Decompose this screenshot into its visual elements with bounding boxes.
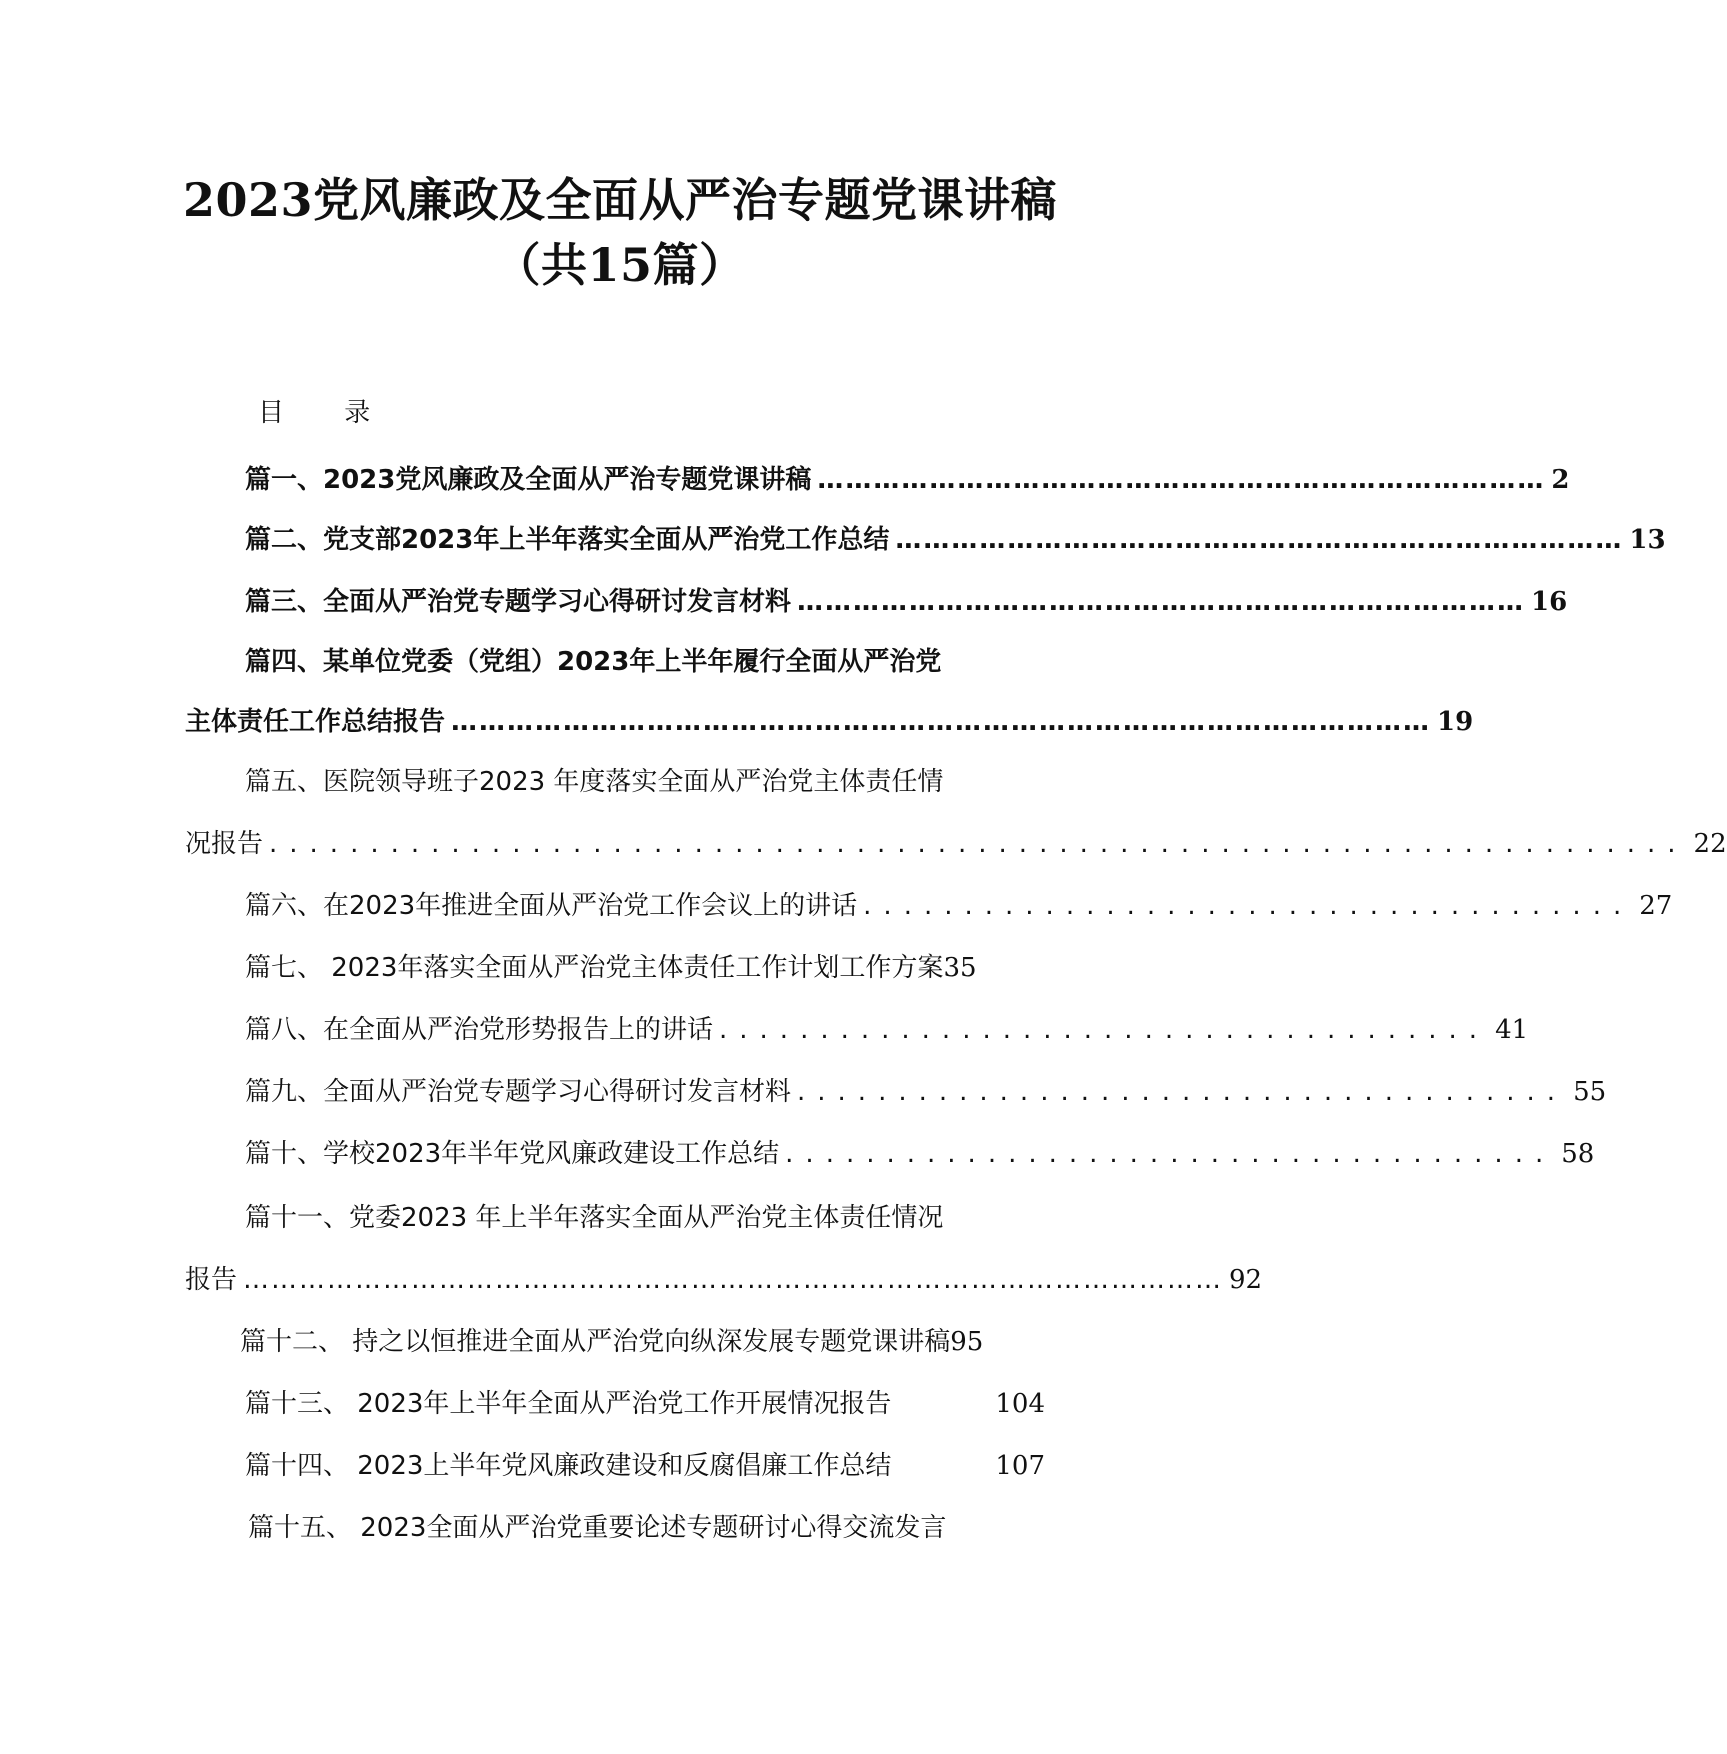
toc-entry-7[interactable]: [245, 946, 1065, 990]
toc-page-number: 41: [1495, 1015, 1529, 1045]
toc-entry-title-continued: 主体责任工作总结报告: [185, 707, 446, 737]
toc-leader-dots: ......................................: [719, 1015, 1490, 1045]
toc-entry-title-continued: 报告: [185, 1265, 238, 1295]
toc-page-number: 104: [995, 1389, 1045, 1419]
toc-page-number: 22: [1693, 829, 1727, 859]
document-title-line-1: 2023党风廉政及全面从严治专题党课讲稿: [182, 173, 1058, 227]
toc-leader-dots: ......................................: [785, 1139, 1556, 1169]
toc-page-number: 58: [1561, 1139, 1595, 1169]
toc-entry-4-line-1[interactable]: [245, 640, 1065, 684]
toc-entry-9[interactable]: [245, 1070, 1607, 1114]
toc-page-number: 27: [1639, 891, 1673, 921]
toc-entry-15[interactable]: [248, 1506, 1068, 1550]
toc-leader-dots: ......................................: [797, 1077, 1568, 1107]
toc-entry-title: 篇十、学校2023年半年党风廉政建设工作总结: [245, 1139, 780, 1169]
toc-heading: 目 录: [258, 398, 397, 428]
toc-page-number: 55: [1573, 1077, 1607, 1107]
toc-entry-10[interactable]: [245, 1132, 1595, 1176]
toc-page-number: 107: [995, 1451, 1045, 1481]
toc-page-number: 13: [1629, 525, 1666, 555]
toc-leader-dots: ……………………………………………………………………: [817, 465, 1546, 495]
toc-entry-title: 篇二、党支部2023年上半年落实全面从严治党工作总结: [245, 525, 890, 555]
toc-page-number: 19: [1437, 707, 1474, 737]
toc-entry-5-line-1[interactable]: [245, 760, 1065, 804]
toc-entry-2[interactable]: [245, 518, 1666, 562]
toc-entry-title: 篇六、在2023年推进全面从严治党工作会议上的讲话: [245, 891, 858, 921]
toc-page-number: 2: [1551, 465, 1570, 495]
toc-page-number: 92: [1229, 1265, 1263, 1295]
toc-entry-title: 篇十三、 2023年上半年全面从严治党工作开展情况报告: [245, 1389, 892, 1419]
toc-entry-title: 篇九、全面从严治党专题学习心得研讨发言材料: [245, 1077, 792, 1107]
toc-entry-5-line-2[interactable]: [185, 822, 1727, 866]
toc-page-number: 95: [950, 1327, 984, 1357]
toc-entry-8[interactable]: [245, 1008, 1529, 1052]
toc-entry-11-line-1[interactable]: [245, 1196, 1065, 1240]
toc-entry-title: 篇十一、党委2023 年上半年落实全面从严治党主体责任情况: [245, 1203, 944, 1233]
toc-entry-title: 篇八、在全面从严治党形势报告上的讲话: [245, 1015, 714, 1045]
toc-leader-dots: ......................................................................: [269, 829, 1688, 859]
toc-leader-dots: ……………………………………………………………………………………………: [451, 707, 1432, 737]
toc-entry-13[interactable]: [245, 1382, 1045, 1426]
toc-page-number: 35: [943, 953, 977, 983]
toc-entry-title: 篇三、全面从严治党专题学习心得研讨发言材料: [245, 587, 792, 617]
toc-entry-title: 篇七、 2023年落实全面从严治党主体责任工作计划工作方案: [245, 953, 944, 983]
toc-entry-title-continued: 况报告: [185, 829, 264, 859]
toc-entry-title: 篇十五、 2023全面从严治党重要论述专题研讨心得交流发言: [248, 1513, 947, 1543]
toc-entry-title: 篇十四、 2023上半年党风廉政建设和反腐倡廉工作总结: [245, 1451, 892, 1481]
toc-leader-dots: ……………………………………………………………………: [797, 587, 1526, 617]
toc-leader-dots: ……………………………………………………………………………………………: [243, 1265, 1224, 1295]
toc-entry-1[interactable]: [245, 458, 1570, 502]
toc-leader-dots: ……………………………………………………………………: [895, 525, 1624, 555]
document-title-line-2: （共15篇）: [494, 238, 746, 292]
toc-entry-title: 篇四、某单位党委（党组）2023年上半年履行全面从严治党: [245, 647, 942, 677]
toc-entry-11-line-2[interactable]: [185, 1258, 1263, 1302]
toc-page-number: 16: [1531, 587, 1568, 617]
toc-entry-title: 篇一、2023党风廉政及全面从严治专题党课讲稿: [245, 465, 812, 495]
toc-leader-dots: ......................................: [863, 891, 1634, 921]
toc-entry-14[interactable]: [245, 1444, 1045, 1488]
toc-entry-3[interactable]: [245, 580, 1568, 624]
toc-entry-title: 篇十二、 持之以恒推进全面从严治党向纵深发展专题党课讲稿: [240, 1327, 951, 1357]
toc-entry-6[interactable]: [245, 884, 1673, 928]
toc-entry-4-line-2[interactable]: [185, 700, 1474, 744]
toc-entry-12[interactable]: [240, 1320, 1080, 1364]
toc-entry-title: 篇五、医院领导班子2023 年度落实全面从严治党主体责任情: [245, 767, 944, 797]
